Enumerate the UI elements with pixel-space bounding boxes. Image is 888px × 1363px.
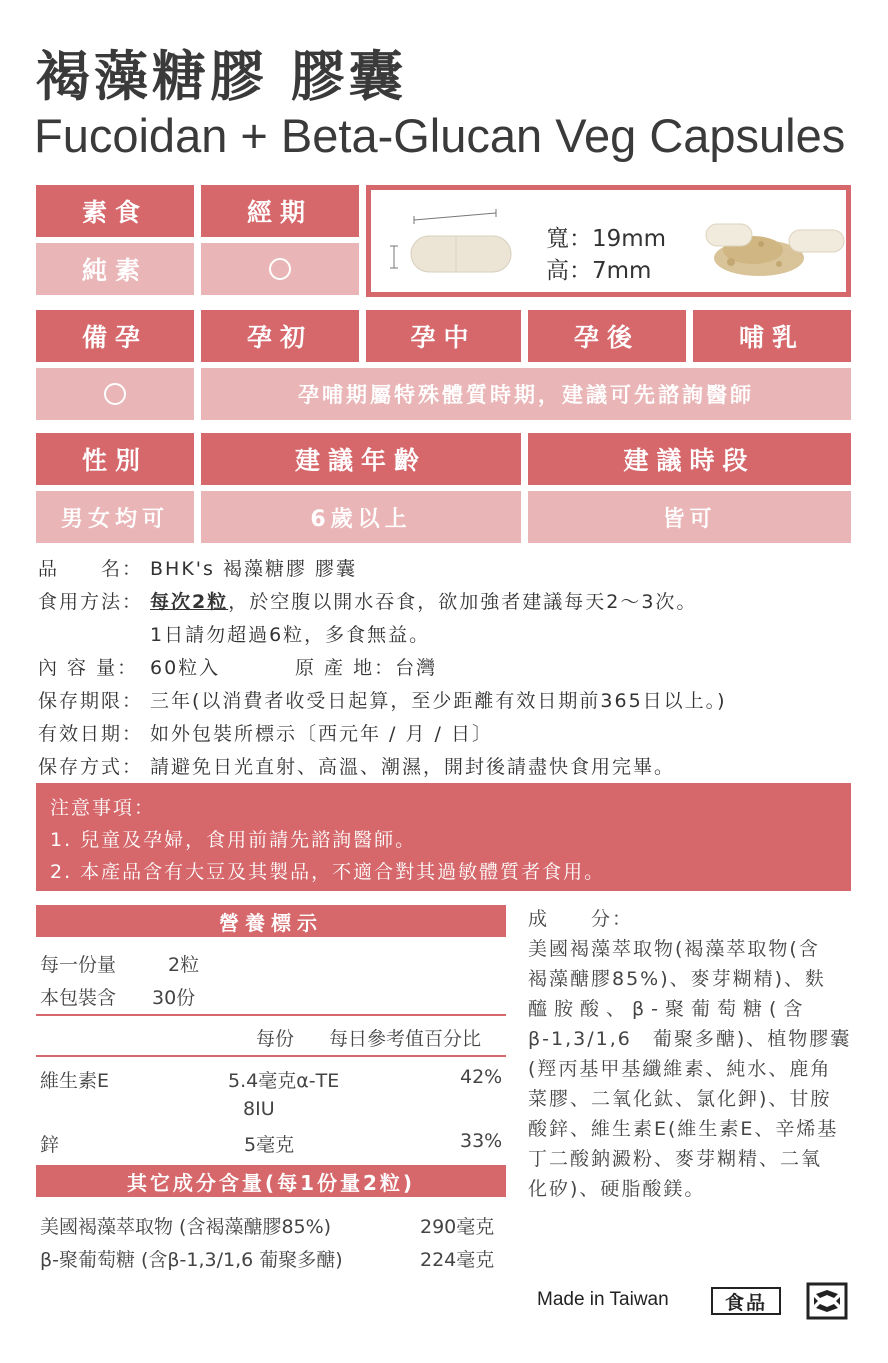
nutrient-percent: 42% <box>460 1066 503 1088</box>
made-in-label: Made in Taiwan <box>537 1289 669 1310</box>
ingredients-line: 化矽)、硬脂酸鎂。 <box>528 1178 706 1200</box>
divider <box>36 1014 506 1016</box>
time-head: 建議時段 <box>528 433 851 485</box>
other-ingredient-amount: 224毫克 <box>420 1249 495 1271</box>
warning-item: 1. 兒童及孕婦，食用前請先諮詢醫師。 <box>50 829 417 851</box>
info-label: 內 容 量： <box>38 657 139 679</box>
info-value: ，於空腹以開水吞食，欲加強者建議每天2～3次。 <box>228 591 698 613</box>
info-usage-line2: 1日請勿超過6粒，多食無益。 <box>150 624 431 646</box>
ingredients-line: β-1,3/1,6 葡聚多醣)、植物膠囊 <box>528 1028 852 1050</box>
info-usage <box>38 587 697 614</box>
info-label: 食用方法： <box>38 591 144 613</box>
warning-box <box>36 783 851 891</box>
pregnancy-head: 備孕 <box>36 310 194 362</box>
nutrient-name: 維生素E <box>40 1070 110 1092</box>
ingredients-line: 酸鋅、維生素E(維生素E、辛烯基 <box>528 1118 839 1140</box>
nutrition-title: 營養標示 <box>36 905 506 937</box>
nutrient-name: 鋅 <box>40 1134 60 1156</box>
mid-pregnancy-head: 孕中 <box>366 310 521 362</box>
info-value: BHK's 褐藻糖膠 膠囊 <box>150 558 357 580</box>
info-label: 原 產 地： <box>295 657 396 679</box>
late-pregnancy-head: 孕後 <box>528 310 686 362</box>
other-ingredient-name: 美國褐藻萃取物 (含褐藻醣膠85%) <box>40 1216 332 1238</box>
ingredients-line: 菜膠、二氧化鈦、氯化鉀)、甘胺 <box>528 1088 832 1110</box>
ingredients-label: 成 分： <box>528 908 634 930</box>
info-label: 保存期限： <box>38 690 144 712</box>
ingredients-line: 丁二酸鈉澱粉、麥芽糊精、二氧 <box>528 1148 823 1170</box>
pregnancy-notice: 孕哺期屬特殊體質時期，建議可先諮詢醫師 <box>201 368 851 420</box>
warning-title: 注意事項： <box>50 797 156 819</box>
age-head: 建議年齡 <box>201 433 521 485</box>
pregnancy-value <box>36 368 194 420</box>
time-value: 皆可 <box>528 491 851 543</box>
period-value <box>201 243 359 295</box>
info-expiry <box>38 719 493 746</box>
info-value: 60粒入 <box>150 657 221 679</box>
warning-item: 2. 本產品含有大豆及其製品，不適合對其過敏體質者食用。 <box>50 861 606 883</box>
capsule-diagram <box>381 200 521 280</box>
info-value: 請避免日光直射、高溫、潮濕，開封後請盡快食用完畢。 <box>150 756 676 778</box>
info-value-emphasis: 每次2粒 <box>150 591 229 613</box>
info-value: 台灣 <box>395 657 438 679</box>
ingredients-line: 美國褐藻萃取物(褐藻萃取物(含 <box>528 938 820 960</box>
ingredients-line: (羥丙基甲基纖維素、純水、鹿角 <box>528 1058 832 1080</box>
info-storage <box>38 752 675 779</box>
early-pregnancy-head: 孕初 <box>201 310 359 362</box>
other-ingredients-title: 其它成分含量(每1份量2粒) <box>36 1165 506 1197</box>
food-badge: 食品 <box>711 1287 781 1315</box>
column-per-serving: 每份 <box>256 1028 295 1050</box>
period-head: 經期 <box>201 185 359 237</box>
ingredients-line: 褐藻醣膠85%)、麥芽糊精)、麩 <box>528 968 827 990</box>
info-name <box>38 554 357 581</box>
package-label: 本包裝含 <box>40 987 117 1009</box>
page-title: 褐藻糖膠 膠囊 <box>36 45 407 108</box>
info-value: 如外包裝所標示〔西元年 / 月 / 日〕 <box>150 723 493 745</box>
gender-value: 男女均可 <box>36 491 194 543</box>
recycle-icon <box>806 1282 848 1320</box>
divider <box>36 1055 506 1057</box>
info-shelf <box>38 686 727 713</box>
ingredients-line: 醯胺酸、β-聚葡萄糖(含 <box>528 998 810 1020</box>
nutrient-amount: 5毫克 <box>244 1134 295 1156</box>
capsule-width: 寬：19mm <box>546 226 667 252</box>
age-value: 6歲以上 <box>201 491 521 543</box>
column-daily-value: 每日參考值百分比 <box>329 1028 482 1050</box>
page-subtitle: Fucoidan + Beta-Glucan Veg Capsules <box>34 109 846 162</box>
nutrient-amount-alt: 8IU <box>243 1098 275 1120</box>
other-ingredient-amount: 290毫克 <box>420 1216 495 1238</box>
capsule-powder-image <box>701 204 846 284</box>
veg-value: 純素 <box>36 243 194 295</box>
other-ingredient-name: β-聚葡萄糖 (含β-1,3/1,6 葡聚多醣) <box>40 1249 343 1271</box>
circle-mark <box>104 383 126 405</box>
info-label: 品 名： <box>38 558 144 580</box>
serving-value: 2粒 <box>168 954 200 976</box>
veg-head: 素食 <box>36 185 194 237</box>
nutrient-percent: 33% <box>460 1130 503 1152</box>
capsule-height: 高：7mm <box>546 258 652 284</box>
info-content <box>38 653 437 680</box>
info-value: 三年(以消費者收受日起算，至少距離有效日期前365日以上。) <box>150 690 727 712</box>
nutrient-amount: 5.4毫克α-TE <box>228 1070 340 1092</box>
serving-label: 每一份量 <box>40 954 117 976</box>
nursing-head: 哺乳 <box>693 310 851 362</box>
info-label: 保存方式： <box>38 756 144 778</box>
circle-mark <box>269 258 291 280</box>
capsule-size-panel <box>366 185 851 297</box>
gender-head: 性別 <box>36 433 194 485</box>
info-label: 有效日期： <box>38 723 144 745</box>
package-value: 30份 <box>152 987 196 1009</box>
